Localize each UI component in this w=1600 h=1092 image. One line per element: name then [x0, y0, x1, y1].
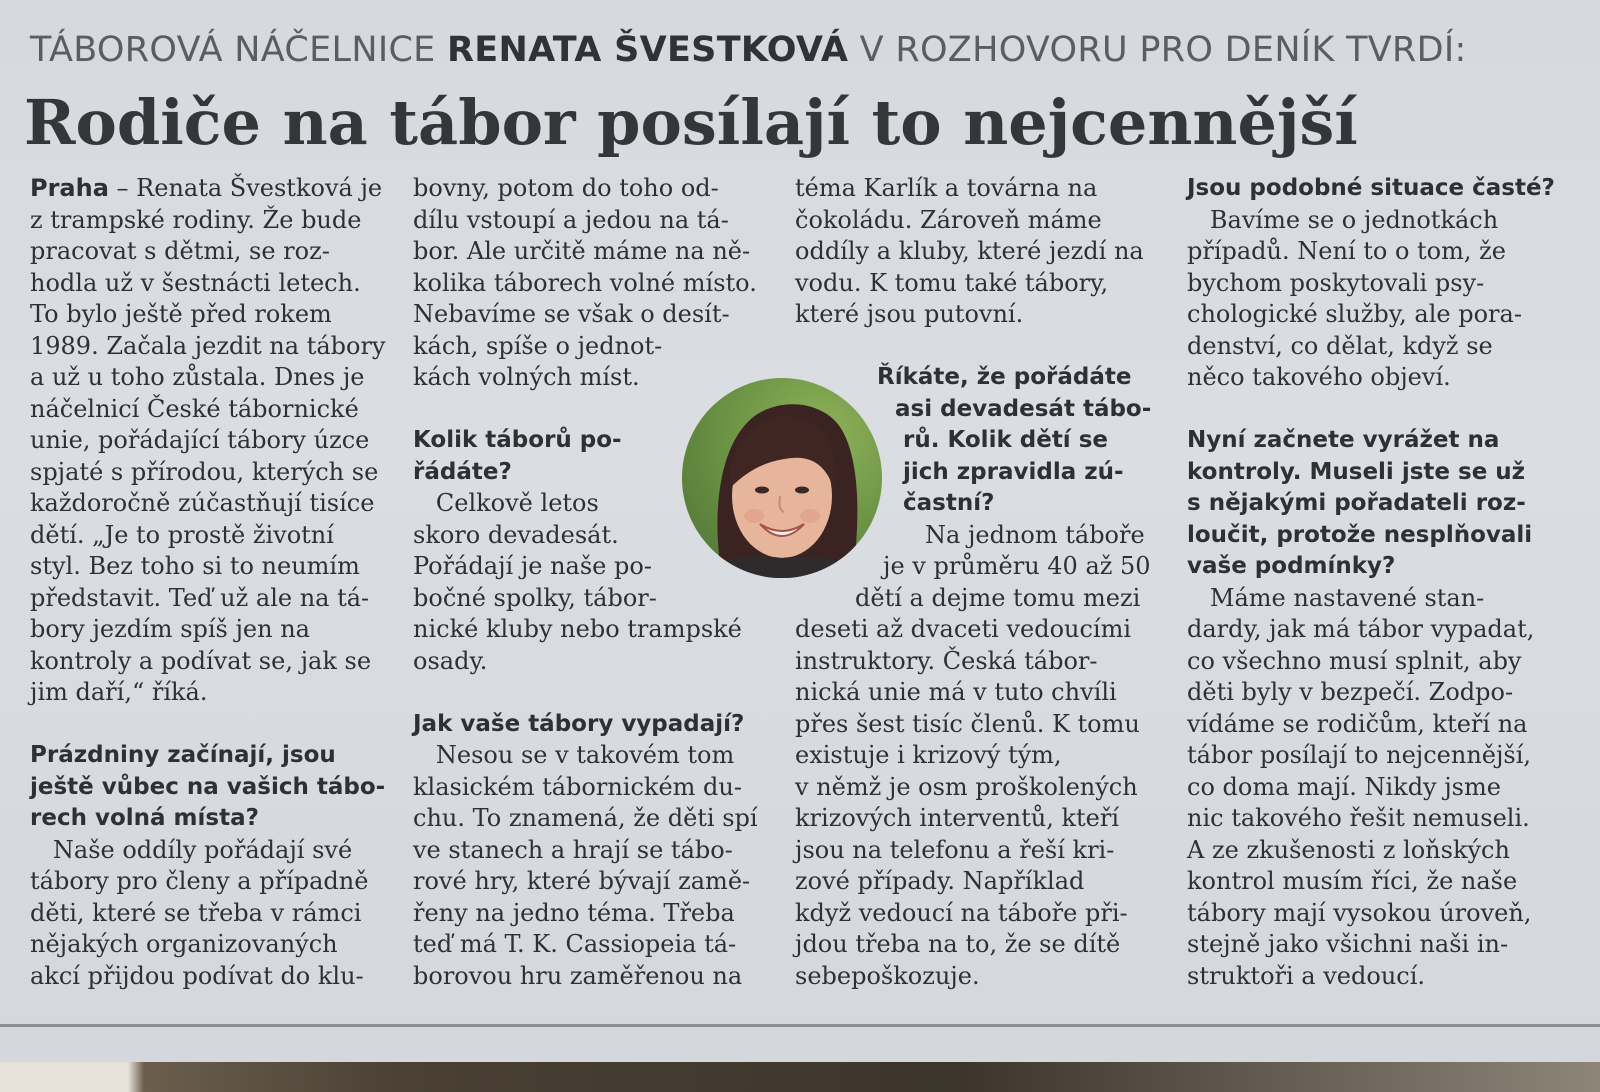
body-line: stejně jako všichni naši in-: [1187, 930, 1509, 958]
body-line: krizových interventů, kteří: [795, 804, 1119, 832]
body-line: dardy, jak má tábor vypadat,: [1187, 615, 1535, 643]
body-line: Máme nastavené stan-: [1187, 583, 1485, 612]
body-line: řeny na jedno téma. Třeba: [413, 898, 735, 927]
question-line: řádáte?: [413, 458, 512, 485]
body-line: rové hry, které bývají zamě-: [413, 867, 751, 895]
body-line: jdou třeba na to, že se dítě: [795, 930, 1121, 958]
question-line: Nyní začnete vyrážet na: [1187, 427, 1500, 453]
body-line: tábory pro členy a případně: [30, 867, 369, 895]
body-line: něco takového objeví.: [1187, 363, 1451, 391]
body-line: pracovat s dětmi, se roz-: [30, 237, 330, 265]
spacer: [30, 709, 390, 741]
body-line: chologické služby, ale pora-: [1187, 300, 1522, 328]
body-line: vídáme se rodičům, kteří na: [1187, 709, 1528, 738]
body-line: a už u toho zůstala. Dnes je: [30, 363, 365, 391]
question-line: s nějakými pořadateli roz-: [1187, 490, 1526, 516]
body-line: chu. To znamená, že děti spí: [413, 804, 758, 832]
body-line: co doma mají. Nikdy jsme: [1187, 772, 1501, 801]
article-headline: Rodiče na tábor posílají to nejcennější: [24, 86, 1358, 159]
body-line: dětí. „Je to prostě životní: [30, 520, 334, 549]
next-article-photo-edge: [0, 1062, 1600, 1092]
body-line: téma Karlík a továrna na: [795, 174, 1098, 202]
body-line: sebepoškozuje.: [795, 961, 980, 990]
body-line: Nesou se v takovém tom: [413, 741, 735, 769]
body-line: je v průměru 40 až 50: [883, 552, 1151, 580]
body-line: zové případy. Například: [795, 867, 1085, 895]
question-line: ještě vůbec na vašich tábo-: [30, 773, 386, 800]
body-line: náčelnicí České tábornické: [30, 394, 359, 423]
body-line: nická unie má v tuto chvíli: [795, 678, 1117, 706]
body-line: A ze zkušenosti z loňských: [1187, 835, 1510, 864]
body-line: teď má T. K. Cassiopeia tá-: [413, 930, 737, 958]
question-line: Prázdniny začínají, jsou: [30, 742, 336, 768]
question-line: kontroly. Museli jste se už: [1187, 458, 1526, 485]
body-line: skoro devadesát.: [413, 520, 619, 549]
body-line: 1989. Začala jezdit na tábory: [30, 331, 386, 360]
body-line: oddíly a kluby, které jezdí na: [795, 237, 1144, 265]
question-line: jich zpravidla zú-: [903, 458, 1124, 485]
body-line: nějakých organizovaných: [30, 930, 338, 958]
body-line: Bavíme se o jednotkách: [1187, 205, 1499, 234]
article-column-1: [30, 173, 390, 992]
body-line: instruktory. Česká tábor-: [795, 646, 1098, 675]
body-line: osady.: [413, 646, 488, 675]
body-line: bor. Ale určitě máme na ně-: [413, 237, 751, 265]
body-line: kách, spíše o jednot-: [413, 331, 663, 360]
body-line: ve stanech a hrají se tábo-: [413, 835, 733, 864]
body-line: kontroly a podívat se, jak se: [30, 646, 372, 675]
body-line: bočné spolky, tábor-: [413, 583, 657, 612]
body-line: které jsou putovní.: [795, 300, 1024, 328]
body-line: každoročně zúčastňují tisíce: [30, 489, 375, 517]
body-line: existuje i krizový tým,: [795, 741, 1062, 769]
body-line: dílu vstoupí a jedou na tá-: [413, 205, 729, 234]
body-line: hodla už v šestnácti letech.: [30, 268, 361, 297]
body-line: představit. Teď už ale na tá-: [30, 583, 370, 612]
question-line: loučit, protože nesplňovali: [1187, 521, 1533, 548]
body-line: borovou hru zaměřenou na: [413, 961, 743, 990]
body-line: denství, co dělat, když se: [1187, 331, 1493, 360]
body-line: To bylo ještě před rokem: [30, 300, 332, 328]
body-line: jsou na telefonu a řeší kri-: [795, 835, 1115, 864]
page-divider: [0, 1024, 1600, 1027]
article-column-2: [413, 173, 773, 992]
question-line: častní?: [903, 490, 995, 516]
dateline: Praha: [30, 174, 109, 202]
body-line: přes šest tisíc členů. K tomu: [795, 709, 1140, 738]
body-line: kolika táborech volné místo.: [413, 268, 757, 297]
body-line: klasickém tábornickém du-: [413, 772, 742, 801]
body-line: Naše oddíly pořádají své: [30, 835, 353, 864]
body-line: čokoládu. Zároveň máme: [795, 205, 1102, 234]
question-line: Říkáte, že pořádáte: [877, 364, 1132, 390]
body-line: bychom poskytovali psy-: [1187, 268, 1485, 297]
body-line: kách volných míst.: [413, 363, 640, 391]
body-line: spjaté s přírodou, kterých se: [30, 457, 379, 486]
question-line: asi devadesát tábo-: [895, 395, 1152, 422]
spacer: [795, 331, 1160, 363]
body-line: styl. Bez toho si to neumím: [30, 552, 360, 580]
body-line: co všechno musí splnit, aby: [1187, 646, 1522, 675]
article-column-3: [795, 173, 1160, 992]
body-line: případů. Není to o tom, že: [1187, 237, 1506, 265]
body-line: tábory mají vysokou úroveň,: [1187, 898, 1532, 927]
body-line: vodu. K tomu také tábory,: [795, 268, 1109, 297]
question-line: Jak vaše tábory vypadají?: [413, 710, 745, 737]
lead-line: [30, 173, 390, 205]
question-line: Kolik táborů po-: [413, 427, 622, 453]
body-line: když vedoucí na táboře při-: [795, 898, 1128, 927]
question-line: rů. Kolik dětí se: [903, 427, 1108, 453]
body-line: v němž je osm proškolených: [795, 772, 1138, 801]
body-line: akcí přijdou podívat do klu-: [30, 961, 364, 990]
body-line: kontrol musím říci, že naše: [1187, 867, 1518, 895]
body-line: nic takového řešit nemuseli.: [1187, 804, 1530, 832]
body-line: deseti až dvaceti vedoucími: [795, 615, 1132, 643]
body-line: z trampské rodiny. Že bude: [30, 205, 362, 234]
body-line: děti byly v bezpečí. Zodpo-: [1187, 678, 1514, 706]
body-line: unie, pořádající tábory úzce: [30, 426, 370, 454]
question-line: rech volná místa?: [30, 805, 259, 831]
kicker-text: TÁBOROVÁ NÁČELNICE: [30, 30, 448, 70]
spacer: [1187, 394, 1567, 426]
article-column-4: [1187, 173, 1567, 992]
article-kicker: [30, 30, 1570, 70]
body-line: tábor posílají to nejcennější,: [1187, 741, 1532, 769]
body-line: Na jednom táboře: [925, 520, 1145, 549]
body-line: nické kluby nebo trampské: [413, 615, 742, 643]
body-line: – Renata Švestková je: [108, 174, 383, 202]
body-line: Celkově letos: [413, 489, 599, 517]
body-line: struktoři a vedoucí.: [1187, 961, 1426, 990]
body-line: děti, které se třeba v rámci: [30, 898, 362, 927]
body-line: dětí a dejme tomu mezi: [855, 583, 1141, 612]
spacer: [413, 677, 773, 709]
body-line: bory jezdím spíš jen na: [30, 615, 310, 643]
body-line: Pořádají je naše po-: [413, 552, 652, 580]
question-line: Jsou podobné situace časté?: [1187, 175, 1555, 201]
kicker-name: RENATA ŠVESTKOVÁ: [447, 30, 849, 70]
kicker-text-end: V ROZHOVORU PRO DENÍK TVRDÍ:: [848, 30, 1467, 70]
body-line: bovny, potom do toho od-: [413, 174, 719, 202]
body-line: jim daří,“ říká.: [30, 678, 208, 706]
body-line: Nebavíme se však o desít-: [413, 300, 730, 328]
question-line: vaše podmínky?: [1187, 553, 1396, 579]
